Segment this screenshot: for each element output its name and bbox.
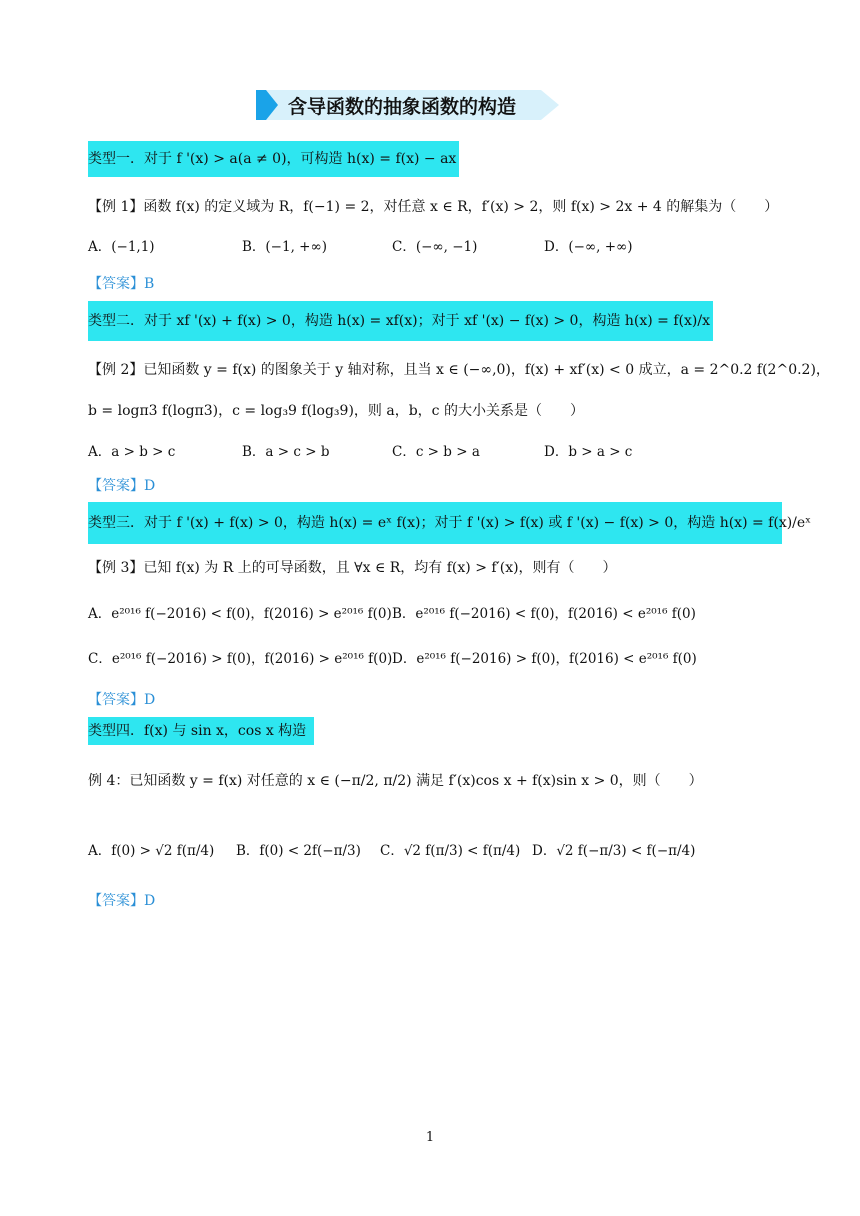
example2-option-c: C．c > b > a — [392, 444, 480, 460]
example3-option-b: B．e²⁰¹⁶ f(−2016) < f(0)，f(2016) < e²⁰¹⁶ f(0) — [392, 606, 696, 622]
type4-heading: 类型四．f(x) 与 sin x，cos x 构造 — [88, 723, 307, 739]
type2-heading: 类型二．对于 xf '(x) + f(x) > 0，构造 h(x) = xf(x)；对于 xf '(x) − f(x) > 0，构造 h(x) = f(x)/x — [88, 313, 710, 329]
example4-option-c: C．√2 f(π/3) < f(π/4) — [380, 843, 521, 859]
type1-heading: 类型一．对于 f '(x) > a(a ≠ 0)，可构造 h(x) = f(x) − ax — [88, 151, 457, 167]
example3-option-a: A．e²⁰¹⁶ f(−2016) < f(0)，f(2016) > e²⁰¹⁶ f(0) — [88, 606, 392, 622]
example3-option-c: C．e²⁰¹⁶ f(−2016) > f(0)，f(2016) > e²⁰¹⁶ f(0) — [88, 651, 393, 667]
example1-answer: 【答案】B — [88, 276, 155, 292]
example1-option-d: D．(−∞, +∞) — [544, 239, 633, 255]
example4-option-d: D．√2 f(−π/3) < f(−π/4) — [532, 843, 696, 859]
example3-question: 【例 3】已知 f(x) 为 R 上的可导函数，且 ∀x ∈ R，均有 f(x) > f′(x)，则有（ ） — [88, 560, 617, 576]
example1-question: 【例 1】函数 f(x) 的定义域为 R，f(−1) = 2，对任意 x ∈ R，f′(x) > 2，则 f(x) > 2x + 4 的解集为（ ） — [88, 199, 779, 215]
example1-option-b: B．(−1, +∞) — [242, 239, 327, 255]
example2-option-a: A．a > b > c — [88, 444, 176, 460]
example2-option-b: B．a > c > b — [242, 444, 330, 460]
example2-question-line1: 【例 2】已知函数 y = f(x) 的图象关于 y 轴对称，且当 x ∈ (−∞,0)，f(x) + xf′(x) < 0 成立，a = 2^0.2 f(2^0.2)， — [88, 362, 830, 378]
example4-question: 例 4：已知函数 y = f(x) 对任意的 x ∈ (−π/2, π/2) 满足 f′(x)cos x + f(x)sin x > 0，则（ ） — [88, 773, 703, 789]
example4-option-b: B．f(0) < 2f(−π/3) — [236, 843, 361, 859]
type3-heading: 类型三．对于 f '(x) + f(x) > 0，构造 h(x) = eˣ f(x)；对于 f '(x) > f(x) 或 f '(x) − f(x) > 0，构造 h(x) = f(x)/eˣ — [88, 515, 812, 531]
example3-answer: 【答案】D — [88, 692, 156, 708]
example4-option-a: A．f(0) > √2 f(π/4) — [88, 843, 215, 859]
example4-answer: 【答案】D — [88, 893, 156, 909]
example1-option-c: C．(−∞, −1) — [392, 239, 478, 255]
page-title: 含导函数的抽象函数的构造 — [288, 96, 517, 118]
example2-question-line2: b = logπ3 f(logπ3)，c = log₃9 f(log₃9)，则 a，b，c 的大小关系是（ ） — [88, 403, 584, 419]
example1-option-a: A．(−1,1) — [88, 239, 155, 255]
example2-answer: 【答案】D — [88, 478, 156, 494]
example2-option-d: D．b > a > c — [544, 444, 633, 460]
page-number: 1 — [425, 1130, 435, 1145]
example3-option-d: D．e²⁰¹⁶ f(−2016) > f(0)，f(2016) < e²⁰¹⁶ f(0) — [392, 651, 697, 667]
title-banner — [256, 88, 561, 122]
